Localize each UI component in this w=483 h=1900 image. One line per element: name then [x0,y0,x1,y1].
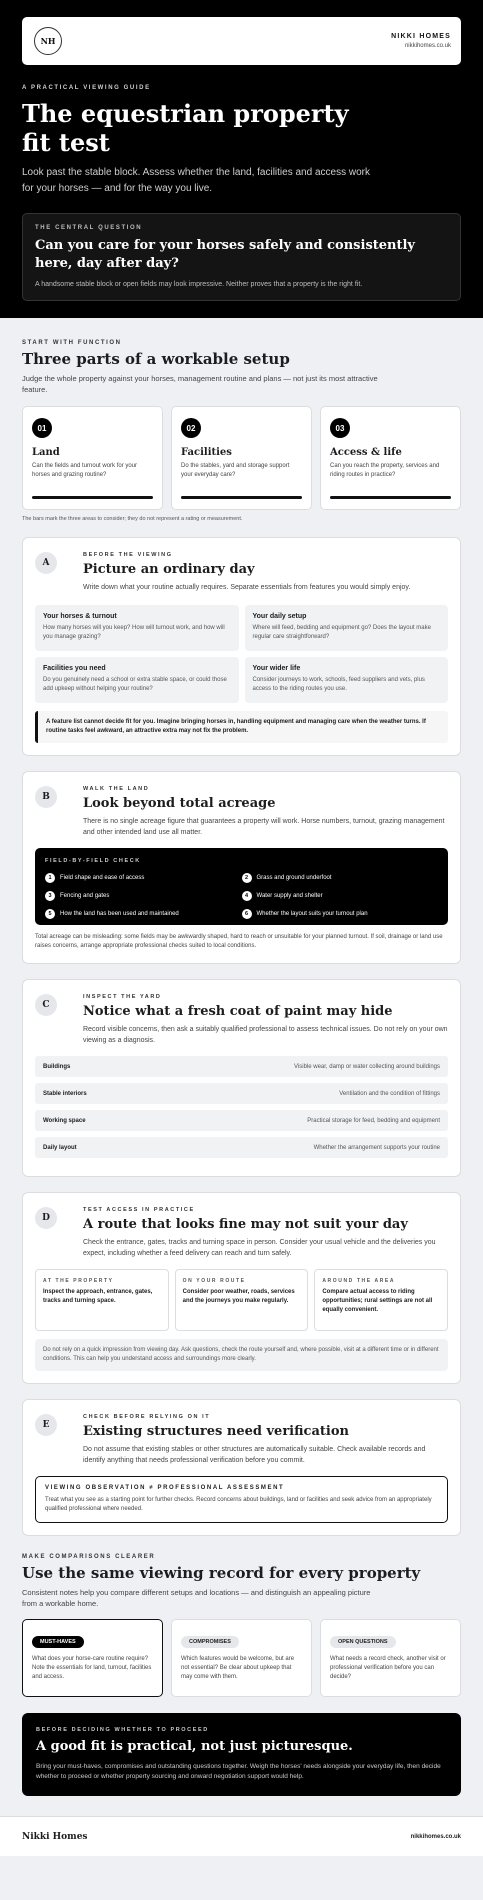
final-cta-box [22,1713,461,1796]
check-text: Water supply and shelter [256,893,323,899]
step-badge: A [35,552,57,574]
check-number: 1 [45,873,55,883]
check-item [45,909,242,919]
footer-brand[interactable]: Nikki Homes [22,1831,88,1842]
compare-card-open-questions[interactable] [320,1619,461,1697]
step-d-card [22,1192,461,1384]
step-head [83,552,448,593]
compare-eyebrow: MAKE COMPARISONS CLEARER [22,1554,156,1560]
check-item [242,891,439,901]
step-badge: E [35,1414,57,1436]
part-title: Land [32,447,60,458]
step-b-note: Total acreage can be misleading: some fields may be awkwardly shaped, hard to reach or unsuitable for your planned turnout. If soil, drainage or land use raises concerns, arrange appropriate professional checks suited to local conditions. [35,934,443,949]
step-a-card [22,537,461,756]
compare-text: What does your horse-care routine require? Note the essentials for land, turnout, facilities and access. [32,1656,152,1680]
access-column-text: Inspect the approach, entrance, gates, tracks and turning space. [43,1289,153,1304]
part-card-access [320,406,461,510]
compare-text: Which features would be welcome, but are not essential? Be clear about upkeep that may come with them. [181,1656,295,1680]
routine-item [35,657,239,703]
check-text: Field shape and ease of access [60,875,145,881]
yard-row-value: Whether the arrangement supports your routine [313,1144,440,1151]
brand-name: NIKKI HOMES [391,33,451,40]
access-column [175,1269,309,1331]
parts-eyebrow: START WITH FUNCTION [22,340,122,346]
routine-title: Your horses & turnout [43,613,117,620]
check-number: 5 [45,909,55,919]
brand-block [391,33,451,49]
part-bar [32,496,153,499]
routine-text: Where will feed, bedding and equipment go? Does the layout make regular care straightforward? [252,625,431,640]
central-eyebrow: THE CENTRAL QUESTION [35,225,143,231]
final-title: A good fit is practical, not just picturesque. [36,1739,353,1754]
site-header [22,17,461,65]
part-text: Can the fields and turnout work for your horses and grazing routine? [32,463,138,478]
access-column-text: Compare actual access to riding opportunities; rural settings are not all equally convenient. [322,1289,433,1313]
part-number: 02 [181,418,201,438]
yard-row-key: Working space [43,1117,86,1124]
step-head [83,1414,448,1466]
access-column-eyebrow: AT THE PROPERTY [43,1278,114,1284]
check-item [242,909,439,919]
check-number: 4 [242,891,252,901]
routine-title: Facilities you need [43,665,106,672]
routine-title: Your daily setup [252,613,307,620]
step-text: There is no single acreage figure that guarantees a property will work. Horse numbers, turnout, grazing management and other intended land use all matter. [83,818,445,836]
check-number: 2 [242,873,252,883]
step-eyebrow: CHECK BEFORE RELYING ON IT [83,1414,211,1420]
check-number: 6 [242,909,252,919]
step-title: Look beyond total acreage [83,796,276,811]
central-question-box [22,213,461,301]
step-badge: B [35,786,57,808]
part-text: Do the stables, yard and storage support your everyday care? [181,463,290,478]
footer-url[interactable]: nikkihomes.co.uk [410,1833,461,1840]
yard-row-key: Buildings [43,1063,71,1070]
routine-item [245,605,449,651]
step-text: Do not assume that existing stables or other structures are automatically suitable. Check available records and identify anything that needs professional verification before you commit. [83,1446,426,1464]
check-number: 3 [45,891,55,901]
field-check-eyebrow: FIELD-BY-FIELD CHECK [45,858,141,864]
step-title: Existing structures need verification [83,1424,349,1439]
yard-row [35,1137,448,1158]
final-eyebrow: BEFORE DECIDING WHETHER TO PROCEED [36,1727,209,1733]
site-footer [0,1816,483,1856]
part-card-facilities [171,406,312,510]
step-d-note: Do not rely on a quick impression from viewing day. Ask questions, check the route yourself and, where possible, visit at a different time or in different conditions. This can help you understand access and surroundings more clearly. [35,1339,448,1371]
compare-card-compromises[interactable] [171,1619,312,1697]
parts-subtitle: Judge the whole property against your horses, management routine and plans — not just its most attractive feature. [22,374,378,394]
central-text: A handsome stable block or open fields may look impressive. Neither proves that a property is the right fit. [35,281,363,288]
step-text: Record visible concerns, then ask a suitably qualified professional to assess technical issues. Do not rely on your own viewing as a diagnosis. [83,1026,448,1044]
field-check-box [35,848,448,925]
part-title: Facilities [181,447,232,458]
yard-rows [35,1056,448,1158]
brand-logo[interactable]: NH [34,27,62,55]
check-text: How the land has been used and maintained [60,911,179,917]
step-head [83,1207,448,1259]
step-head [83,786,448,838]
yard-row-value: Practical storage for feed, bedding and equipment [307,1117,440,1124]
step-badge: D [35,1207,57,1229]
part-card-land [22,406,163,510]
verification-eyebrow: VIEWING OBSERVATION ≠ PROFESSIONAL ASSESSMENT [45,1485,285,1491]
routine-text: How many horses will you keep? How will turnout work, and how will you manage grazing? [43,625,225,640]
step-head [83,994,448,1046]
part-text: Can you reach the property, services and riding routes in practice? [330,463,440,478]
step-eyebrow: INSPECT THE YARD [83,994,162,1000]
compare-pill: COMPROMISES [181,1636,239,1648]
parts-cards [22,406,461,510]
step-badge: C [35,994,57,1016]
compare-pill: OPEN QUESTIONS [330,1636,396,1648]
routine-title: Your wider life [252,665,301,672]
compare-subtitle: Consistent notes help you compare different setups and locations — and distinguish an appealing picture from a workable home. [22,1588,371,1608]
check-text: Fencing and gates [60,893,110,899]
step-eyebrow: BEFORE THE VIEWING [83,552,173,558]
compare-pill: MUST-HAVES [32,1636,84,1648]
step-text: Write down what your routine actually requires. Separate essentials from features you would simply enjoy. [83,584,411,591]
access-column-eyebrow: ON YOUR ROUTE [182,1278,246,1284]
verification-box [35,1476,448,1523]
yard-row-key: Daily layout [43,1144,77,1151]
check-text: Grass and ground underfoot [256,875,332,881]
hero-intro: Look past the stable block. Assess whether the land, facilities and access work for your horses — and for the way you live. [22,167,370,194]
hero-eyebrow: A PRACTICAL VIEWING GUIDE [22,85,151,91]
brand-url[interactable]: nikkihomes.co.uk [404,43,451,49]
page-title: The equestrian property fit test [22,99,349,157]
access-column-eyebrow: AROUND THE AREA [322,1278,396,1284]
parts-title: Three parts of a workable setup [22,350,290,368]
step-eyebrow: TEST ACCESS IN PRACTICE [83,1207,195,1213]
field-check-list [45,873,438,919]
central-title: Can you care for your horses safely and consistently here, day after day? [35,238,415,271]
yard-row [35,1056,448,1077]
yard-row [35,1110,448,1131]
compare-text: What needs a record check, another visit or professional verification before you can decide? [330,1656,446,1680]
routine-text: Do you genuinely need a school or extra stable space, or could those add upkeep without helping your routine? [43,677,227,692]
part-number: 01 [32,418,52,438]
hero [0,0,483,318]
compare-card-must-haves[interactable] [22,1619,163,1697]
step-eyebrow: WALK THE LAND [83,786,150,792]
part-number: 03 [330,418,350,438]
yard-row [35,1083,448,1104]
part-title: Access & life [330,447,402,458]
step-e-card [22,1399,461,1536]
routine-item [245,657,449,703]
access-columns [35,1269,448,1331]
check-item [45,891,242,901]
parts-note: The bars mark the three areas to consider; they do not represent a rating or measurement. [22,516,243,522]
routine-grid [35,605,448,703]
access-column [35,1269,169,1331]
step-b-card [22,771,461,964]
check-item [45,873,242,883]
part-bar [181,496,302,499]
step-a-quote: A feature list cannot decide fit for you. Imagine bringing horses in, handling equipment and managing care when the weather turns. If routine tasks feel awkward, an attractive extra may not fix the problem. [35,711,448,743]
step-title: Notice what a fresh coat of paint may hide [83,1004,393,1019]
check-item [242,873,439,883]
yard-row-value: Visible wear, damp or water collecting around buildings [294,1063,440,1070]
step-title: A route that looks fine may not suit your day [83,1217,408,1232]
check-text: Whether the layout suits your turnout plan [256,911,368,917]
step-text: Check the entrance, gates, tracks and turning space in person. Consider your usual vehicle and the deliveries you expect, including whether a feed delivery can reach and turn safely. [83,1239,436,1257]
yard-row-key: Stable interiors [43,1090,87,1097]
routine-item [35,605,239,651]
verification-text: Treat what you see as a starting point for further checks. Record concerns about buildings, land or facilities and seek advice from an appropriately qualified professional where needed. [45,1497,432,1512]
compare-title: Use the same viewing record for every property [22,1564,421,1582]
yard-row-value: Ventilation and the condition of fittings [339,1090,440,1097]
step-c-card [22,979,461,1177]
parts-section [0,318,483,1796]
part-bar [330,496,451,499]
step-title: Picture an ordinary day [83,562,255,577]
compare-cards [22,1619,461,1697]
access-column [314,1269,448,1331]
routine-text: Consider journeys to work, schools, feed suppliers and vets, plus access to the riding routes you use. [252,677,425,692]
final-text: Bring your must-haves, compromises and outstanding questions together. Weigh the horses' needs alongside your everyday life, then decide whether to proceed or whether property sourcing and onward negotiation support would help. [36,1763,441,1780]
access-column-text: Consider poor weather, roads, services and the journeys you make regularly. [182,1289,295,1304]
